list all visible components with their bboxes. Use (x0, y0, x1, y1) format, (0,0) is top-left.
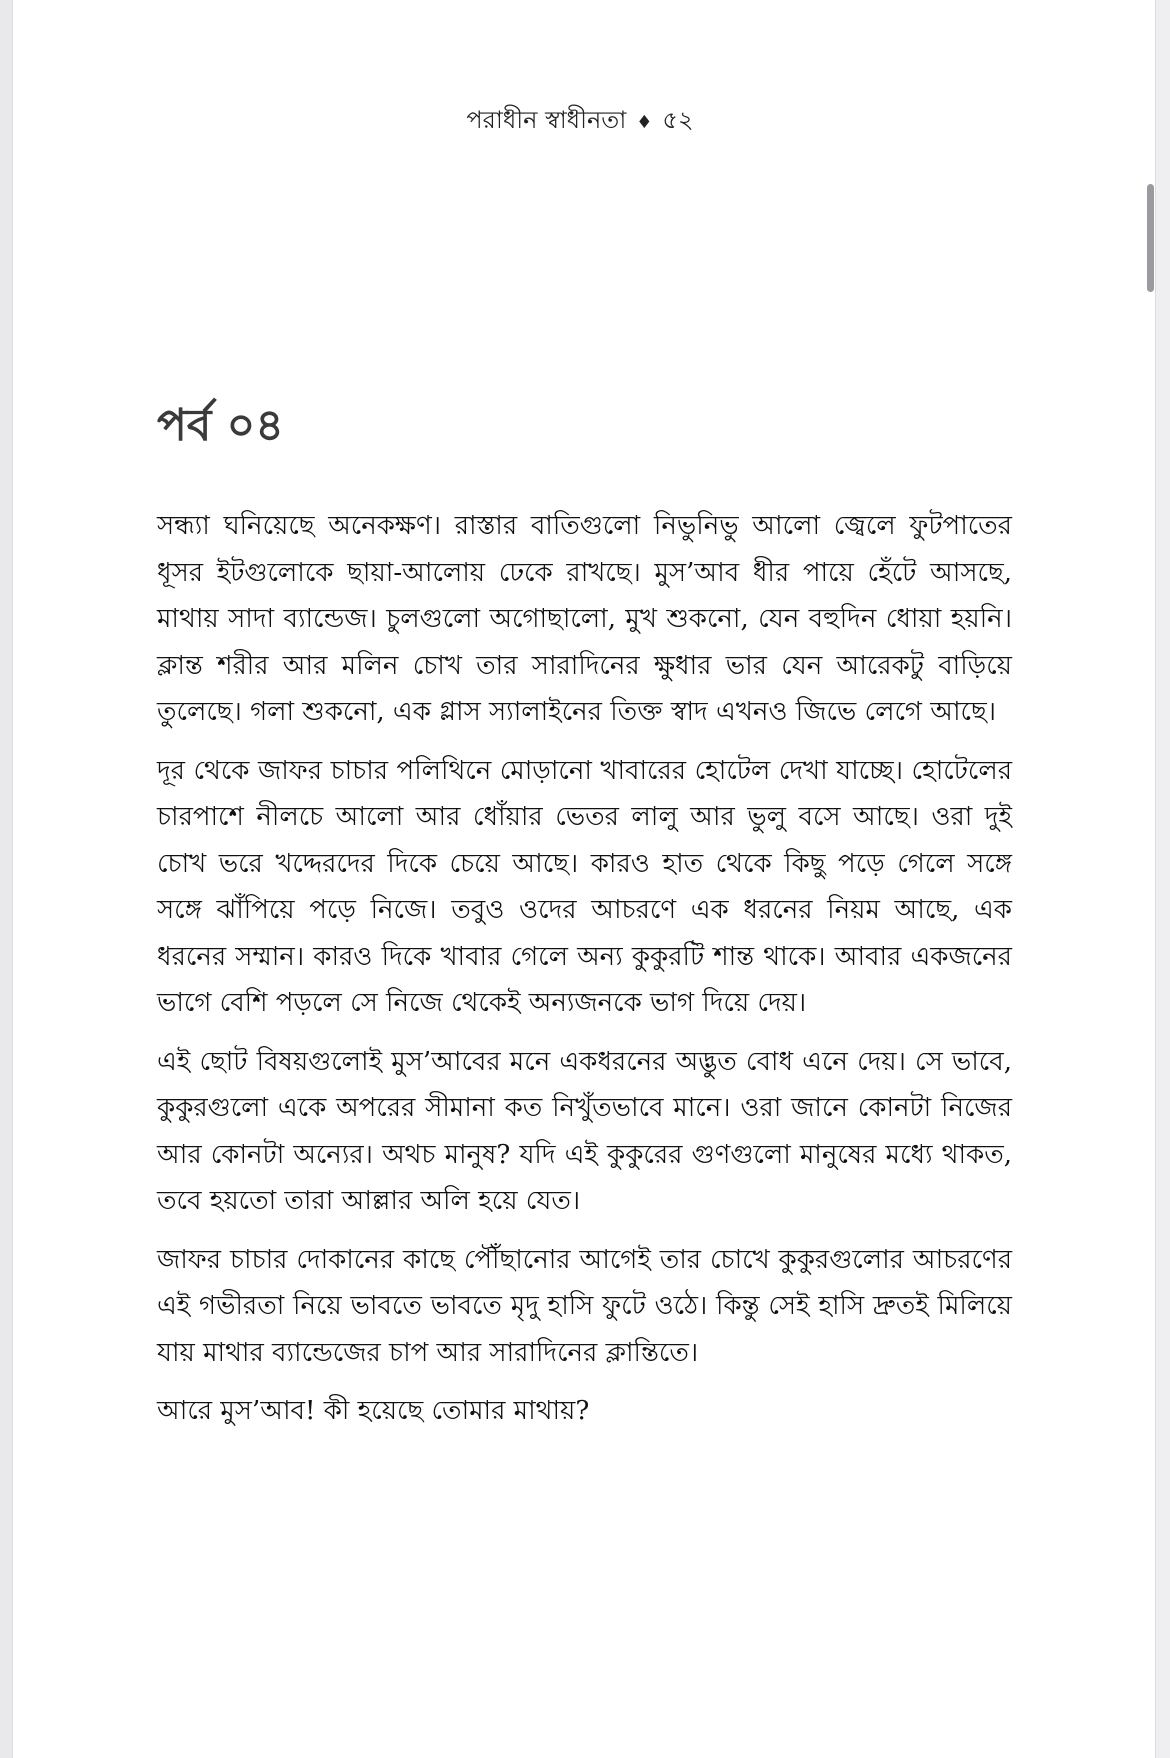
page-edge-left (0, 0, 13, 1758)
scrollbar[interactable] (1144, 0, 1156, 1758)
paragraph: এই ছোট বিষয়গুলোই মুস’আবের মনে একধরনের অদ্ভুত বোধ এনে দেয়। সে ভাবে, কুকুরগুলো একে অপরের সীমানা কত নিখুঁতভাবে মানে। ওরা জানে কোনটা নিজের আর কোনটা অন্যের। অথচ মানুষ? যদি এই কুকুরের গুণগুলো মানুষের মধ্যে থাকত, তবে হয়তো তারা আল্লার অলি হয়ে যেত। (157, 1046, 1012, 1216)
chapter-body (157, 503, 1012, 1447)
scrollbar-thumb[interactable] (1147, 184, 1154, 292)
diamond-separator-icon: ♦ (636, 112, 653, 133)
paragraph: জাফর চাচার দোকানের কাছে পৌঁছানোর আগেই তার চোখে কুকুরগুলোর আচরণের এই গভীরতা নিয়ে ভাবতে ভাবতে মৃদু হাসি ফুটে ওঠে। কিন্তু সেই হাসি দ্রুতই মিলিয়ে যায় মাথার ব্যান্ডেজের চাপ আর সারাদিনের ক্লান্তিতে। (157, 1244, 1012, 1368)
paragraph: আরে মুস’আব! কী হয়েছে তোমার মাথায়? (157, 1396, 590, 1426)
page-edge-right (1155, 0, 1170, 1758)
book-title: পরাধীন স্বাধীনতা (466, 106, 627, 134)
page-number: ৫২ (662, 106, 694, 134)
paragraph: সন্ধ্যা ঘনিয়েছে অনেকক্ষণ। রাস্তার বাতিগুলো নিভুনিভু আলো জ্বেলে ফুটপাতের ধূসর ইটগুলোকে ছায়া-আলোয় ঢেকে রাখছে। মুস’আব ধীর পায়ে হেঁটে আসছে, মাথায় সাদা ব্যান্ডেজ। চুলগুলো অগোছালো, মুখ শুকনো, যেন বহুদিন ধোয়া হয়নি। ক্লান্ত শরীর আর মলিন চোখ তার সারাদিনের ক্ষুধার ভার যেন আরেকটু বাড়িয়ে তুলেছে। গলা শুকনো, এক গ্লাস স্যালাইনের তিক্ত স্বাদ এখনও জিভে লেগে আছে। (157, 511, 1012, 727)
running-head (0, 102, 1160, 142)
paragraph: দূর থেকে জাফর চাচার পলিথিনে মোড়ানো খাবারের হোটেল দেখা যাচ্ছে। হোটেলের চারপাশে নীলচে আলো আর ধোঁয়ার ভেতর লালু আর ভুলু বসে আছে। ওরা দুই চোখ ভরে খদ্দেরদের দিকে চেয়ে আছে। কারও হাত থেকে কিছু পড়ে গেলে সঙ্গে সঙ্গে ঝাঁপিয়ে পড়ে নিজে। তবুও ওদের আচরণে এক ধরনের নিয়ম আছে, এক ধরনের সম্মান। কারও দিকে খাবার গেলে অন্য কুকুরটি শান্ত থাকে। আবার একজনের ভাগে বেশি পড়লে সে নিজে থেকেই অন্যজনকে ভাগ দিয়ে দেয়। (157, 755, 1012, 1018)
chapter-title: পর্ব ০৪ (157, 400, 284, 451)
